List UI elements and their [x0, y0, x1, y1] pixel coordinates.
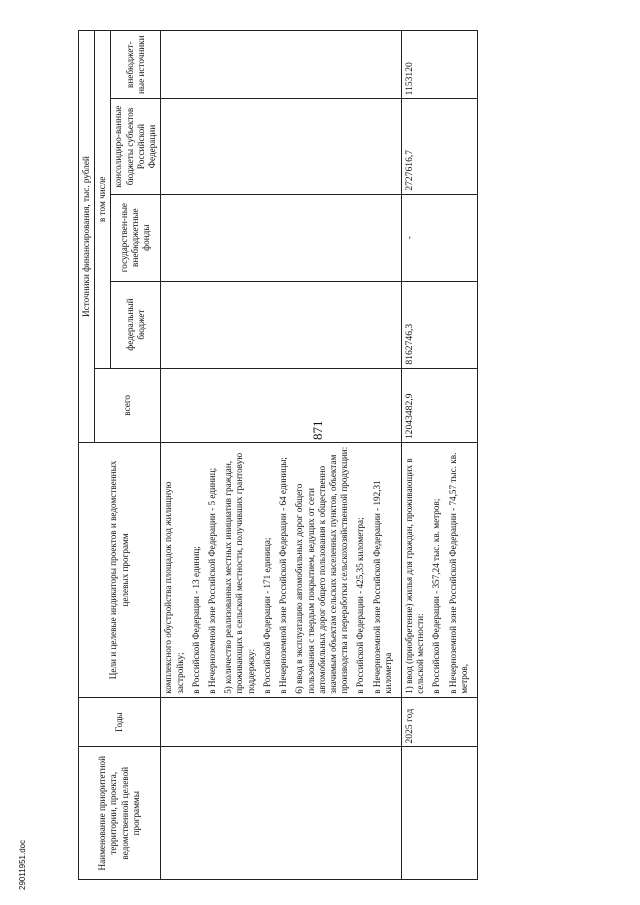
- goal-item: в Нечерноземной зоне Российской Федерации - 64 единицы;: [278, 457, 289, 694]
- goal-item: в Российской Федерации - 13 единиц;: [190, 546, 201, 694]
- year-cell: 2025 год: [402, 697, 478, 747]
- goal-item: 5) количество реализованных местных инициатив граждан, проживающих в сельской местности, получивших грантовую поддержку:: [223, 452, 256, 694]
- federal-cell: [161, 281, 402, 368]
- goal-item: в Российской Федерации - 357,24 тыс. кв. метров;: [431, 498, 442, 694]
- year-cell: [161, 697, 402, 747]
- extrabudget-cell: 1153120: [402, 31, 478, 99]
- goals-cell: [161, 443, 402, 698]
- goal-item: комплексного обустройства площадок под жилищную застройку;: [163, 481, 185, 694]
- state-funds-cell: -: [402, 194, 478, 281]
- state-funds-cell: [161, 194, 402, 281]
- header-years: Годы: [79, 697, 161, 747]
- goal-item: в Нечерноземной зоне Российской Федерации - 5 единиц;: [206, 467, 217, 694]
- federal-cell: 8162746,3: [402, 281, 478, 368]
- document-id: 29011951.doc: [18, 839, 27, 890]
- name-cell: [161, 747, 402, 880]
- table-row: [161, 31, 402, 880]
- header-goals: Цели и целевые индикаторы проектов и ведомственных целевых программ: [79, 443, 161, 698]
- header-total: всего: [95, 368, 161, 443]
- header-extrabudget: внебюджет-ные источники: [111, 31, 161, 99]
- consolidated-cell: [161, 99, 402, 194]
- goal-item: 6) ввод в эксплуатацию автомобильных дорог общего пользования с твердым покрытием, ведущих от сети автомобильных дорог общего пользования к общественно значимым объектам сельских населенных пунктов, объектам производства и переработки сельскохозяйственной продукции:: [294, 446, 350, 694]
- name-cell: [402, 747, 478, 880]
- goal-item: в Российской Федерации - 171 единица;: [261, 537, 272, 694]
- goal-item: в Нечерноземной зоне Российской Федерации - 74,57 тыс. кв. метров,: [447, 452, 469, 694]
- page-number: 871: [310, 420, 325, 440]
- table-row: [402, 31, 478, 880]
- total-cell: [161, 368, 402, 443]
- header-state-funds: государствен-ные внебюджетные фонды: [111, 194, 161, 281]
- header-name: Наименование приоритетной территории, проекта, ведомственной целевой программы: [79, 747, 161, 880]
- extrabudget-cell: [161, 31, 402, 99]
- financing-table: [78, 30, 478, 880]
- header-consolidated: консолидиро-ванные бюджеты субъектов Российской Федерации: [111, 99, 161, 194]
- header-federal: федеральный бюджет: [111, 281, 161, 368]
- total-cell: 12043482,9: [402, 368, 478, 443]
- goal-item: в Нечерноземной зоне Российской Федерации - 192,31 километра: [371, 480, 393, 694]
- header-including: в том числе: [95, 31, 111, 369]
- goal-item: 1) ввод (приобретение) жилья для граждан, проживающих в сельской местности:: [404, 458, 426, 694]
- goals-cell: [402, 443, 478, 698]
- consolidated-cell: 2727616,7: [402, 99, 478, 194]
- goal-item: в Российской Федерации - 425,35 километра;: [355, 517, 366, 694]
- header-financing: Источники финансирования, тыс. рублей: [79, 31, 95, 443]
